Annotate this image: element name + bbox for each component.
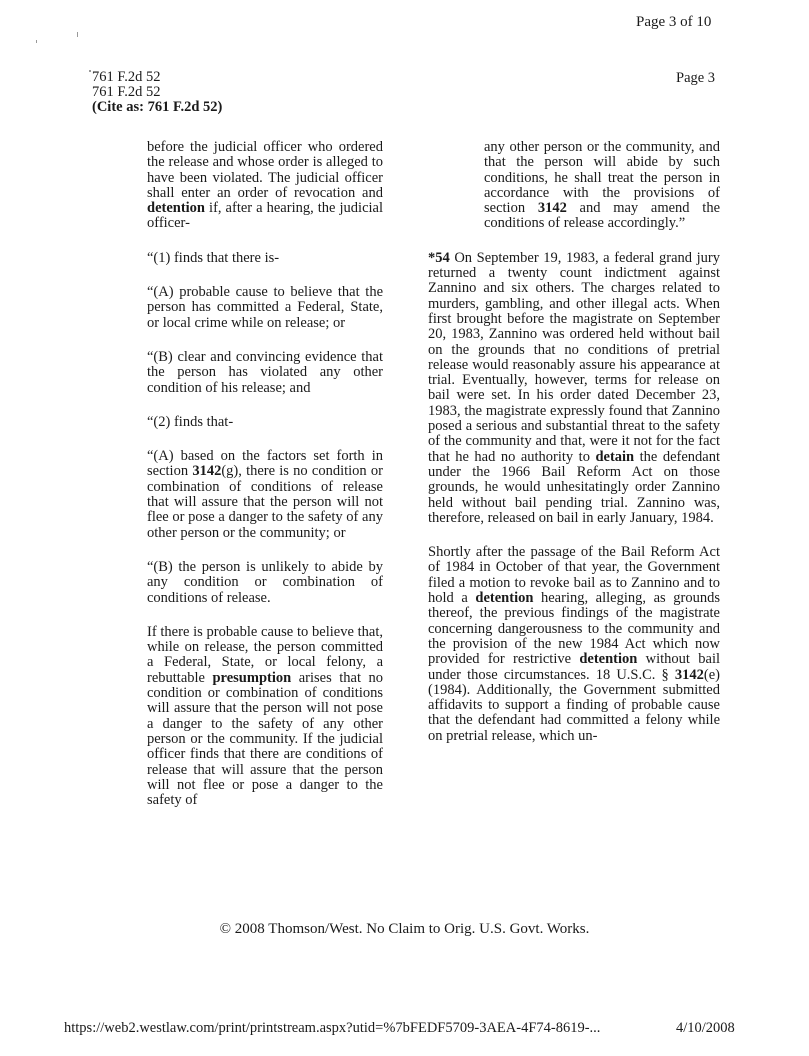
citation-line: 761 F.2d 52 [92, 84, 161, 100]
paragraph: If there is probable cause to believe that, while on release, the person committed a Federal, State, or local felony, a rebuttable presumption arises that no condition or combination of conditions will assure that the person will not pose a danger to the safety of any other person or the community. If the judicial officer finds that there are conditions of release that will assure that the person will not flee or pose a danger to the safety of [147, 623, 383, 809]
paragraph: before the judicial officer who ordered the release and whose order is alleged to have been violated. The judicial officer shall enter an order of revocation and detention if, after a hearing, the judicial officer- [147, 139, 383, 232]
left-column [147, 140, 383, 827]
paragraph: “(A) probable cause to believe that the person has committed a Federal, State, or local crime while on release; or [147, 284, 383, 331]
citation-block [92, 70, 222, 115]
paragraph: “(B) clear and convincing evidence that the person has violated any other condition of his release; and [147, 348, 383, 396]
right-column [428, 140, 720, 763]
scan-speck [36, 40, 37, 43]
paragraph: “(2) finds that- [147, 413, 234, 430]
paragraph: “(A) based on the factors set forth in section 3142(g), there is no condition or combination of conditions of release that will assure that the person will not flee or pose a danger to the safety of any other person or the community; or [147, 448, 383, 541]
copyright-notice: © 2008 Thomson/West. No Claim to Orig. U.S. Govt. Works. [219, 921, 590, 937]
scan-speck [77, 32, 78, 37]
star-page-marker: *54 [428, 249, 450, 266]
citation-line: 761 F.2d 52 [92, 69, 161, 85]
cite-as-line: (Cite as: 761 F.2d 52) [92, 99, 223, 115]
paragraph: any other person or the community, and that the person will abide by such conditions, he shall treat the person in accordance with the provisions of section 3142 and may amend the conditions of release accordingly.” [484, 139, 721, 232]
page-count: Page 3 of 10 [636, 14, 712, 30]
paragraph: “(B) the person is unlikely to abide by any condition or combination of conditions of release. [147, 558, 383, 606]
paragraph: *54 On September 19, 1983, a federal grand jury returned a twenty count indictment against Zannino and six others. The charges related to murders, gambling, and other illegal acts. When first brought before the magistrate on September 20, 1983, Zannino was ordered held without bail on the grounds that no conditions of pretrial release would reasonably assure his appearance at trial. Eventually, however, terms for release on bail were set. In his order dated December 23, 1983, the magistrate expressly found that Zannino posed a serious and substantial threat to the safety of the community and that, were it not for the fact that he had no authority to detain the defendant under the 1966 Bail Reform Act on those grounds, he would unhesitatingly order Zannino held without bail pending trial. Zannino was, therefore, released on bail in early January, 1984. [428, 249, 720, 526]
page-label: Page 3 [676, 70, 716, 86]
print-url: https://web2.westlaw.com/print/printstream.aspx?utid=%7bFEDF5709-3AEA-4F74-8619-... [64, 1020, 601, 1036]
scan-speck [89, 70, 91, 72]
paragraph: Shortly after the passage of the Bail Reform Act of 1984 in October of that year, the Government filed a motion to revoke bail as to Zannino and to hold a detention hearing, alleging, as grounds thereof, the previous findings of the magistrate concerning dangerousness to the community and the provision of the new 1984 Act which now provided for restrictive detention without bail under those circumstances. 18 U.S.C. § 3142(e) (1984). Additionally, the Government submitted affidavits to support a finding of probable cause that the defendant had committed a felony while on pretrial release, which un- [428, 544, 721, 744]
paragraph: “(1) finds that there is- [147, 249, 280, 266]
print-date: 4/10/2008 [676, 1020, 735, 1036]
